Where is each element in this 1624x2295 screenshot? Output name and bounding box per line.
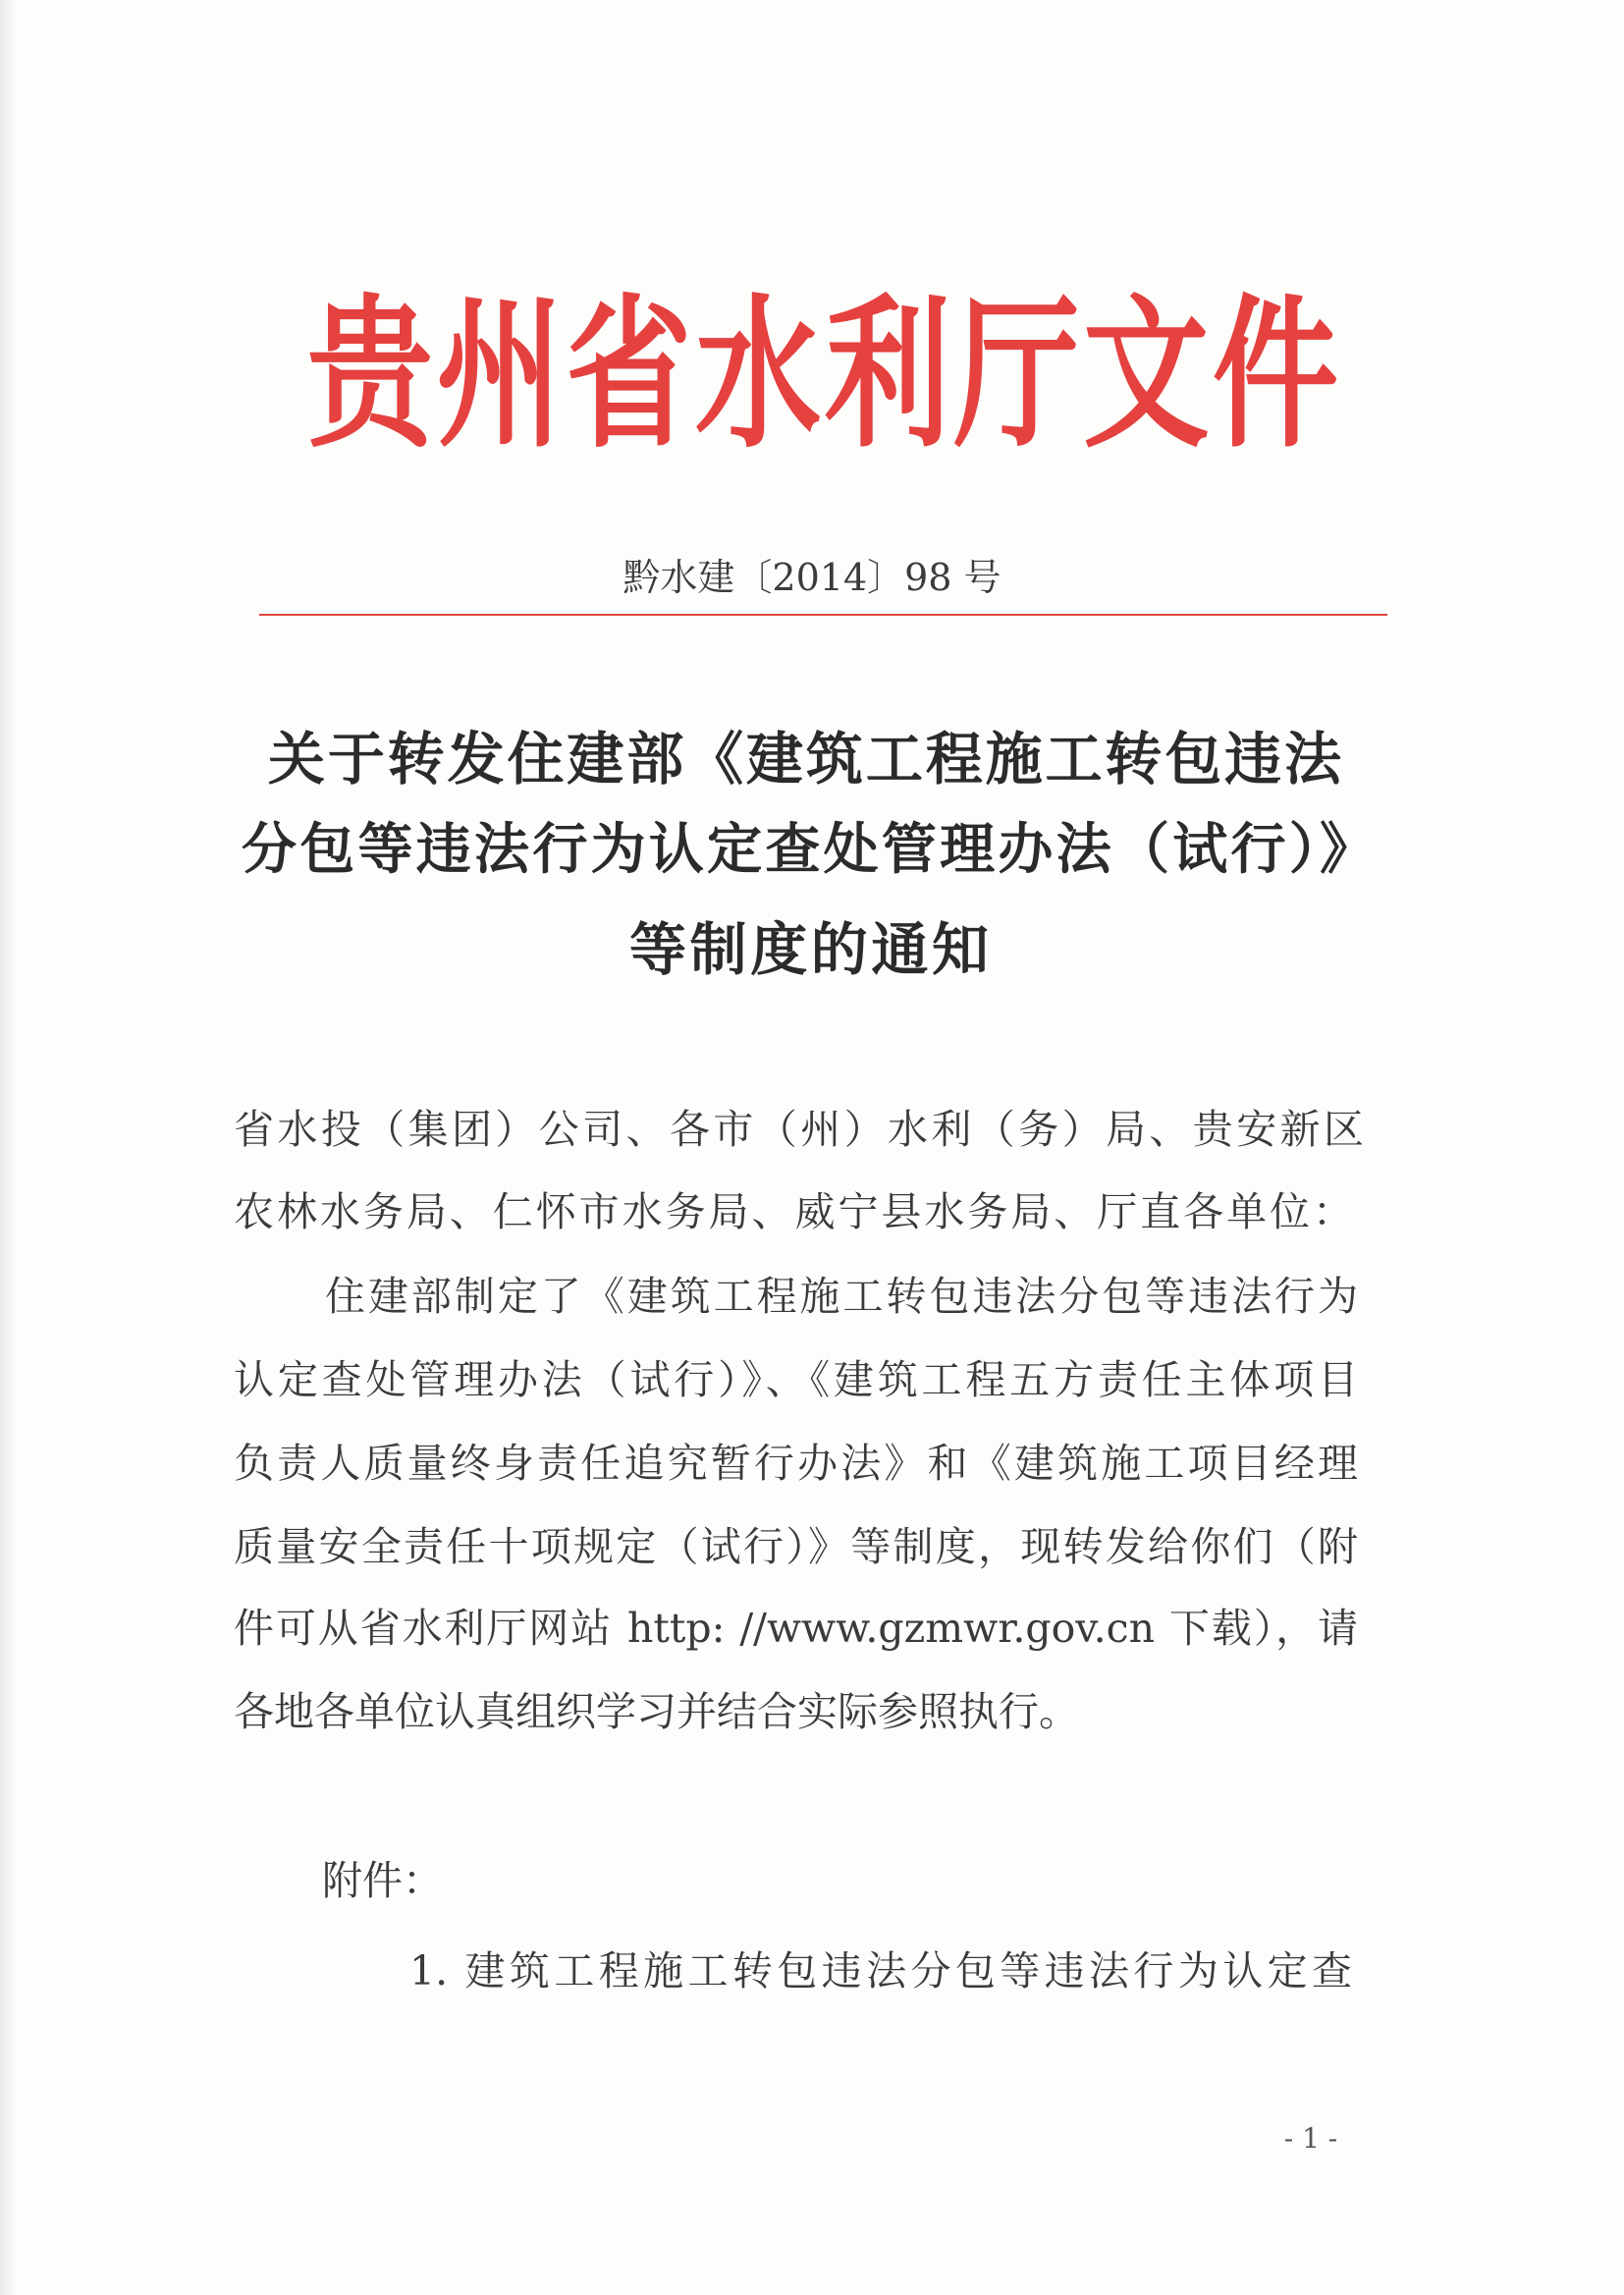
paragraph-line: 负责人质量终身责任追究暂行办法》和《建筑施工项目经理 <box>234 1440 1358 1487</box>
recipients-line: 省水投（集团）公司、各市（州）水利（务）局、贵安新区 <box>234 1106 1364 1153</box>
scan-edge-shadow <box>0 0 18 2295</box>
notice-title-line: 关于转发住建部《建筑工程施工转包违法 <box>268 726 1341 792</box>
paragraph-line: 各地各单位认真组织学习并结合实际参照执行。 <box>234 1688 1079 1735</box>
document-number: 黔水建〔2014〕98 号 <box>623 556 1001 599</box>
red-divider-line <box>259 614 1387 616</box>
notice-title-line: 分包等违法行为认定查处管理办法（试行）》 <box>242 817 1375 882</box>
paragraph-line: 质量安全责任十项规定（试行）》等制度，现转发给你们（附 <box>234 1523 1358 1570</box>
paragraph-line: 住建部制定了《建筑工程施工转包违法分包等违法行为 <box>325 1273 1358 1320</box>
attachment-item: 1. 建筑工程施工转包违法分包等违法行为认定查 <box>409 1947 1352 1994</box>
masthead-title: 贵州省水利厅文件 <box>307 280 1338 471</box>
notice-title-line: 等制度的通知 <box>629 916 989 983</box>
paragraph-line: 认定查处管理办法（试行）》、《建筑工程五方责任主体项目 <box>234 1356 1358 1403</box>
recipients-line: 农林水务局、仁怀市水务局、威宁县水务局、厅直各单位： <box>234 1188 1353 1235</box>
paragraph-line: 件可从省水利厅网站 http: //www.gzmwr.gov.cn 下载），请 <box>234 1605 1358 1652</box>
attachments-label: 附件： <box>322 1857 443 1904</box>
page-number: - 1 - <box>1283 2122 1338 2155</box>
